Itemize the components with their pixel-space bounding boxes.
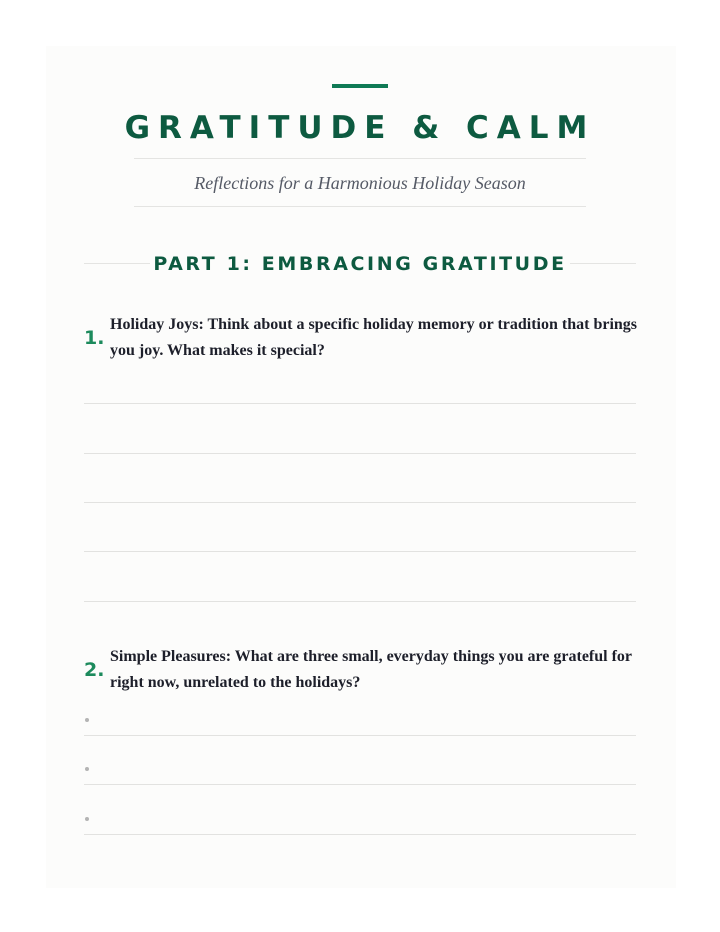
question-2-number: 2. [84,659,105,681]
subtitle-bottom-divider [134,206,586,207]
section-heading-right-rule [570,263,636,264]
list-bullet [85,817,89,821]
subtitle-top-divider [134,158,586,159]
question-1-number: 1. [84,327,105,349]
answer-line[interactable] [84,784,636,785]
answer-line[interactable] [84,735,636,736]
list-bullet [85,718,89,722]
section-heading: PART 1: EMBRACING GRATITUDE [153,253,567,275]
answer-line[interactable] [84,453,636,454]
answer-line[interactable] [84,551,636,552]
question-1-text: Holiday Joys: Think about a specific holiday memory or tradition that brings you joy. What makes it special? [110,316,638,359]
answer-line[interactable] [84,502,636,503]
answer-line[interactable] [84,403,636,404]
answer-line[interactable] [84,601,636,602]
answer-line[interactable] [84,834,636,835]
page-subtitle: Reflections for a Harmonious Holiday Season [194,173,526,193]
question-2-text: Simple Pleasures: What are three small, everyday things you are grateful for right now, unrelated to the holidays? [110,648,632,691]
list-bullet [85,767,89,771]
page-title: GRATITUDE & CALM [124,110,596,146]
title-accent-bar [332,84,388,88]
